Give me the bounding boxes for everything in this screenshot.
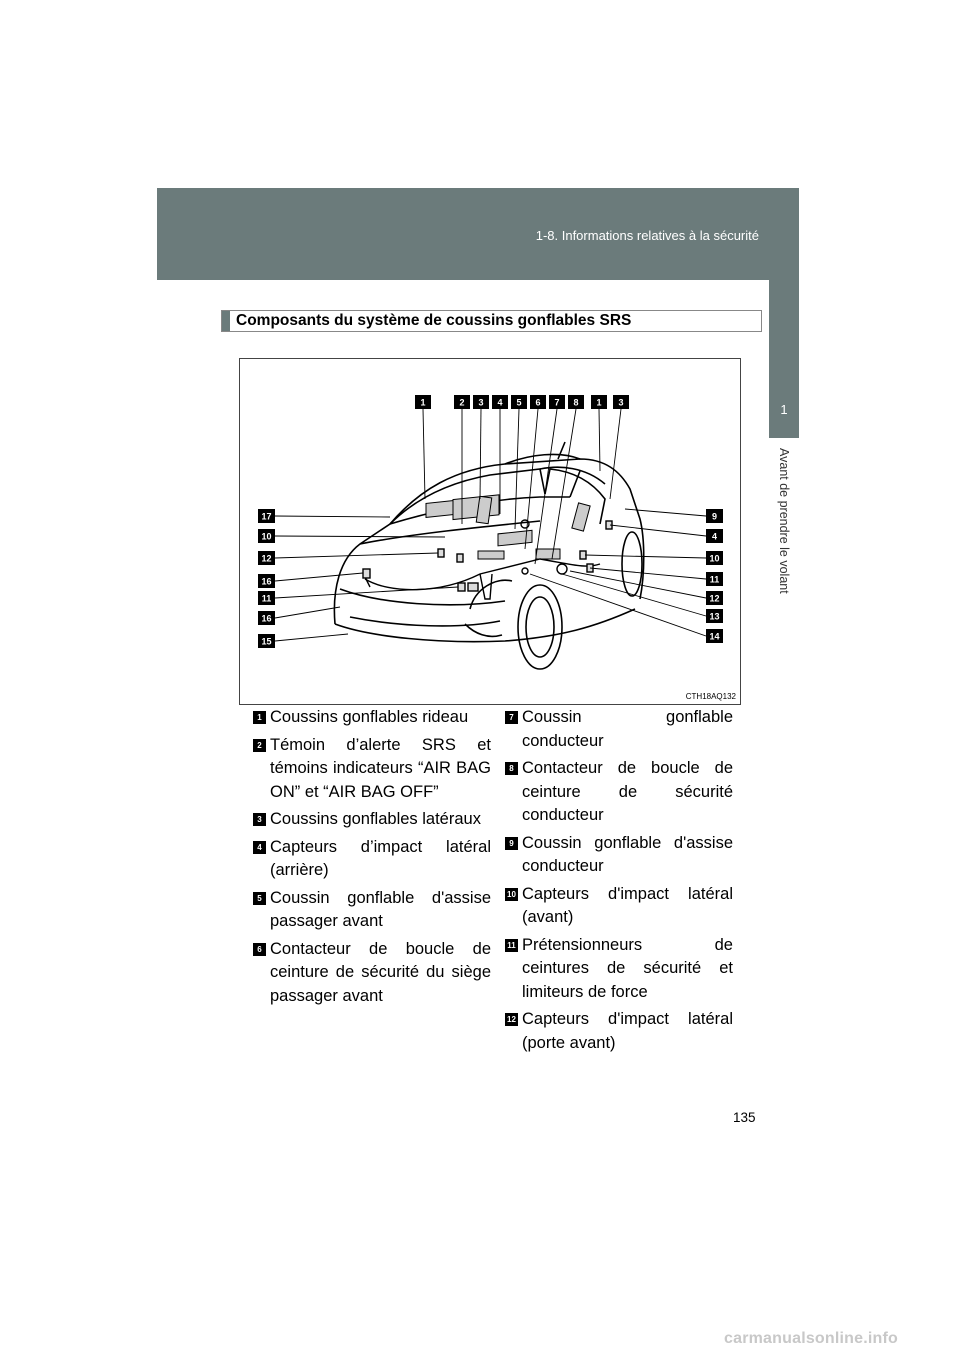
callout-number: 16 (261, 576, 272, 587)
legend-number-badge: 1 (253, 711, 266, 724)
callout-number: 13 (709, 611, 720, 622)
callout-leader (535, 409, 557, 564)
airbag-modules (426, 495, 590, 559)
watermark-text: carmanualsonline.info (724, 1330, 899, 1347)
chapter-label: Avant de prendre le volant (777, 448, 791, 594)
legend-text: Contacteur de boucle de ceinture de sécurité du siège passager avant (270, 939, 491, 1005)
callout-number: 5 (516, 397, 522, 408)
legend-item (505, 934, 733, 1005)
legend-column-right (505, 706, 733, 1059)
legend-item (253, 734, 491, 805)
callout-leader (590, 568, 706, 579)
legend-text: Prétensionneurs de ceintures de sécurité et limiteurs de force (522, 935, 733, 1001)
section-heading-bar (222, 311, 230, 331)
callout-number: 9 (711, 511, 718, 522)
callout-leader (275, 516, 390, 517)
legend-item (505, 1008, 733, 1055)
legend-column-left (253, 706, 491, 1012)
legend-number-badge: 4 (253, 841, 266, 854)
legend-number-badge: 7 (505, 711, 518, 724)
legend-number-badge: 10 (505, 888, 518, 901)
callout-leader (275, 607, 340, 618)
header-band (157, 188, 799, 280)
callout-leader (570, 571, 706, 598)
callout-number: 4 (711, 531, 718, 542)
callout-number: 10 (709, 553, 720, 564)
callout-leader (275, 553, 438, 558)
legend-item (253, 887, 491, 934)
callout-number: 12 (709, 593, 720, 604)
legend-text: Coussin gonflable d'assise passager avant (270, 888, 491, 930)
legend-item (505, 706, 733, 753)
callout-leader (423, 409, 425, 499)
legend-text: Coussins gonflables rideau (270, 708, 469, 726)
legend-text: Témoin d’alerte SRS et témoins indicateurs “AIR BAG ON” et “AIR BAG OFF” (270, 735, 491, 801)
callout-number: 3 (478, 397, 484, 408)
callout-number: 8 (573, 397, 579, 408)
callout-leader (610, 525, 706, 536)
legend-text: Capteurs d'impact latéral (avant) (522, 884, 733, 926)
callout-number: 16 (261, 613, 272, 624)
legend-text: Capteurs d'impact latéral (porte avant) (522, 1010, 733, 1052)
callout-number: 11 (709, 574, 720, 585)
callout-number: 17 (261, 511, 272, 522)
callout-number: 6 (535, 397, 541, 408)
legend-number-badge: 8 (505, 762, 518, 775)
callout-leader (610, 409, 621, 499)
callout-leader (275, 573, 363, 581)
figure-code: CTH18AQ132 (685, 692, 736, 701)
section-heading (221, 310, 762, 332)
airbag-diagram (239, 358, 741, 705)
page-number: 135 (733, 1110, 756, 1125)
legend-text: Coussins gonflables latéraux (270, 810, 481, 828)
chapter-title: 1-8. Informations relatives à la sécurité (535, 228, 759, 243)
callout-leader (480, 409, 481, 499)
legend-text: Contacteur de boucle de ceinture de sécurité conducteur (522, 759, 733, 824)
callout-number: 1 (420, 397, 426, 408)
callout-number: 2 (459, 397, 465, 408)
legend-item (505, 832, 733, 879)
legend-item (505, 757, 733, 828)
callout-labels (258, 395, 723, 648)
legend-item (505, 883, 733, 930)
callout-leader (525, 409, 538, 549)
callout-leader (275, 634, 348, 641)
callout-number: 7 (554, 397, 560, 408)
chapter-tab (769, 280, 799, 438)
callout-number: 15 (261, 636, 272, 647)
section-heading-text: Composants du système de coussins gonflables SRS (236, 312, 632, 329)
car-illustration (240, 359, 740, 704)
legend-item (253, 808, 491, 832)
legend-number-badge: 9 (505, 837, 518, 850)
callout-number: 11 (261, 593, 272, 604)
legend-item (253, 706, 491, 730)
legend-item (253, 938, 491, 1009)
callout-leader (552, 409, 576, 559)
callout-number: 12 (261, 553, 272, 564)
callout-number: 3 (618, 397, 624, 408)
legend-number-badge: 5 (253, 892, 266, 905)
callout-number: 10 (261, 531, 272, 542)
callout-leader (515, 409, 519, 529)
legend-text: Coussin gonflable conducteur (522, 708, 733, 750)
callout-leader (530, 574, 706, 636)
legend-text: Capteurs d’impact latéral (arrière) (270, 837, 491, 879)
callout-number: 1 (596, 397, 602, 408)
legend-number-badge: 2 (253, 739, 266, 752)
legend-number-badge: 12 (505, 1013, 518, 1026)
chapter-number: 1 (780, 402, 788, 417)
callout-leader (275, 536, 445, 537)
legend-number-badge: 11 (505, 939, 518, 952)
legend-number-badge: 6 (253, 943, 266, 956)
legend-text: Coussin gonflable d'assise conducteur (522, 833, 733, 875)
callout-number: 14 (709, 631, 720, 642)
callout-leader (585, 555, 706, 558)
callout-number: 4 (497, 397, 503, 408)
legend-item (253, 836, 491, 883)
legend-number-badge: 3 (253, 813, 266, 826)
